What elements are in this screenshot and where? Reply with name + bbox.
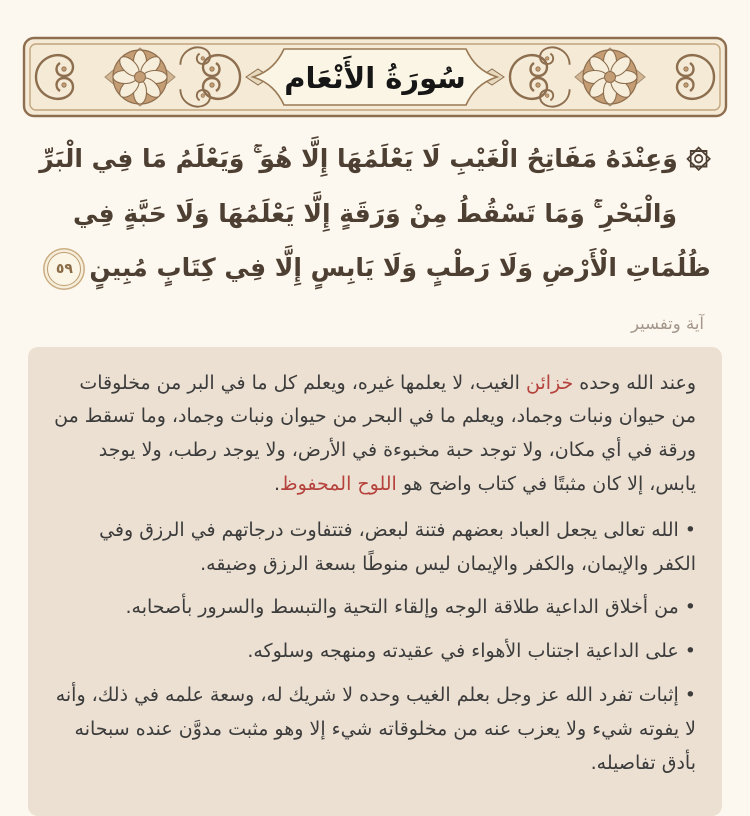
surah-title: سُورَةُ الأَنْعَام bbox=[284, 55, 466, 95]
tafsir-bullet-item bbox=[54, 514, 696, 582]
tafsir-text-segment: الغيب، لا يعلمها غيره، ويعلم كل ما في البر من مخلوقات من حيوان ونبات وجماد، ويعلم ما في البحر من حيوان ونبات وجماد، وما تسقط من ورقة في أي مكان، ولا توجد حبة مخبوءة في الأرض، ولا يوجد رطب، ولا يوجد يابس، إلا كان مثبتًا في كتاب واضح هو bbox=[54, 372, 696, 495]
tafsir-bullet-list bbox=[54, 514, 696, 781]
bullet-text: إثبات تفرد الله عز وجل بعلم الغيب وحده لا شريك له، وسعة علمه في ذلك، وأنه لا يفوته شيء ولا يعزب عنه من مخلوقاته شيء إلا وهو مثبت مدوَّن عنده سبحانه بأدق تفاصيله. bbox=[56, 684, 696, 774]
tafsir-highlight-lawh-mahfuz: اللوح المحفوظ bbox=[280, 473, 397, 495]
tafsir-bullet-item bbox=[54, 679, 696, 780]
bullet-text: من أخلاق الداعية طلاقة الوجه وإلقاء التحية والتبسط والسرور بأصحابه. bbox=[125, 596, 678, 618]
verse-block bbox=[30, 132, 720, 296]
bullet-text: الله تعالى يجعل العباد بعضهم فتنة لبعض، فتتفاوت درجاتهم في الرزق وفي الكفر والإيمان، والكفر والإيمان ليس منوطًا بسعة الرزق وضيقه. bbox=[99, 519, 696, 575]
tafsir-box bbox=[28, 347, 722, 816]
bullet-text: على الداعية اجتناب الأهواء في عقيدته ومنهجه وسلوكه. bbox=[247, 640, 678, 662]
bullet-glyph: • bbox=[685, 596, 696, 618]
section-label: آية وتفسير bbox=[0, 314, 704, 333]
bullet-glyph: • bbox=[685, 684, 696, 706]
ayah-number: ٥٩ bbox=[56, 254, 73, 285]
page bbox=[0, 36, 750, 786]
bullet-glyph: • bbox=[685, 640, 696, 662]
tafsir-text-segment: وعند الله وحده bbox=[573, 372, 696, 394]
tafsir-text-segment: . bbox=[274, 473, 280, 495]
tafsir-highlight-khazain: خزائن bbox=[526, 372, 573, 394]
ayah-end-medallion bbox=[47, 252, 81, 286]
tafsir-paragraph bbox=[54, 367, 696, 502]
banner-ornament bbox=[22, 36, 728, 118]
surah-banner bbox=[22, 36, 728, 118]
tafsir-bullet-item bbox=[54, 591, 696, 625]
bullet-glyph: • bbox=[685, 519, 696, 541]
tafsir-bullet-item bbox=[54, 635, 696, 669]
verse-text: ۞ وَعِنْدَهُ مَفَاتِحُ الْغَيْبِ لَا يَعْلَمُهَا إِلَّا هُوَ ۚ وَيَعْلَمُ مَا فِي الْبَرِّ وَالْبَحْرِ ۚ وَمَا تَسْقُطُ مِنْ وَرَقَةٍ إِلَّا يَعْلَمُهَا وَلَا حَبَّةٍ فِي ظُلُمَاتِ الْأَرْضِ وَلَا رَطْبٍ وَلَا يَابِسٍ إِلَّا فِي كِتَابٍ مُبِينٍ bbox=[39, 144, 711, 282]
